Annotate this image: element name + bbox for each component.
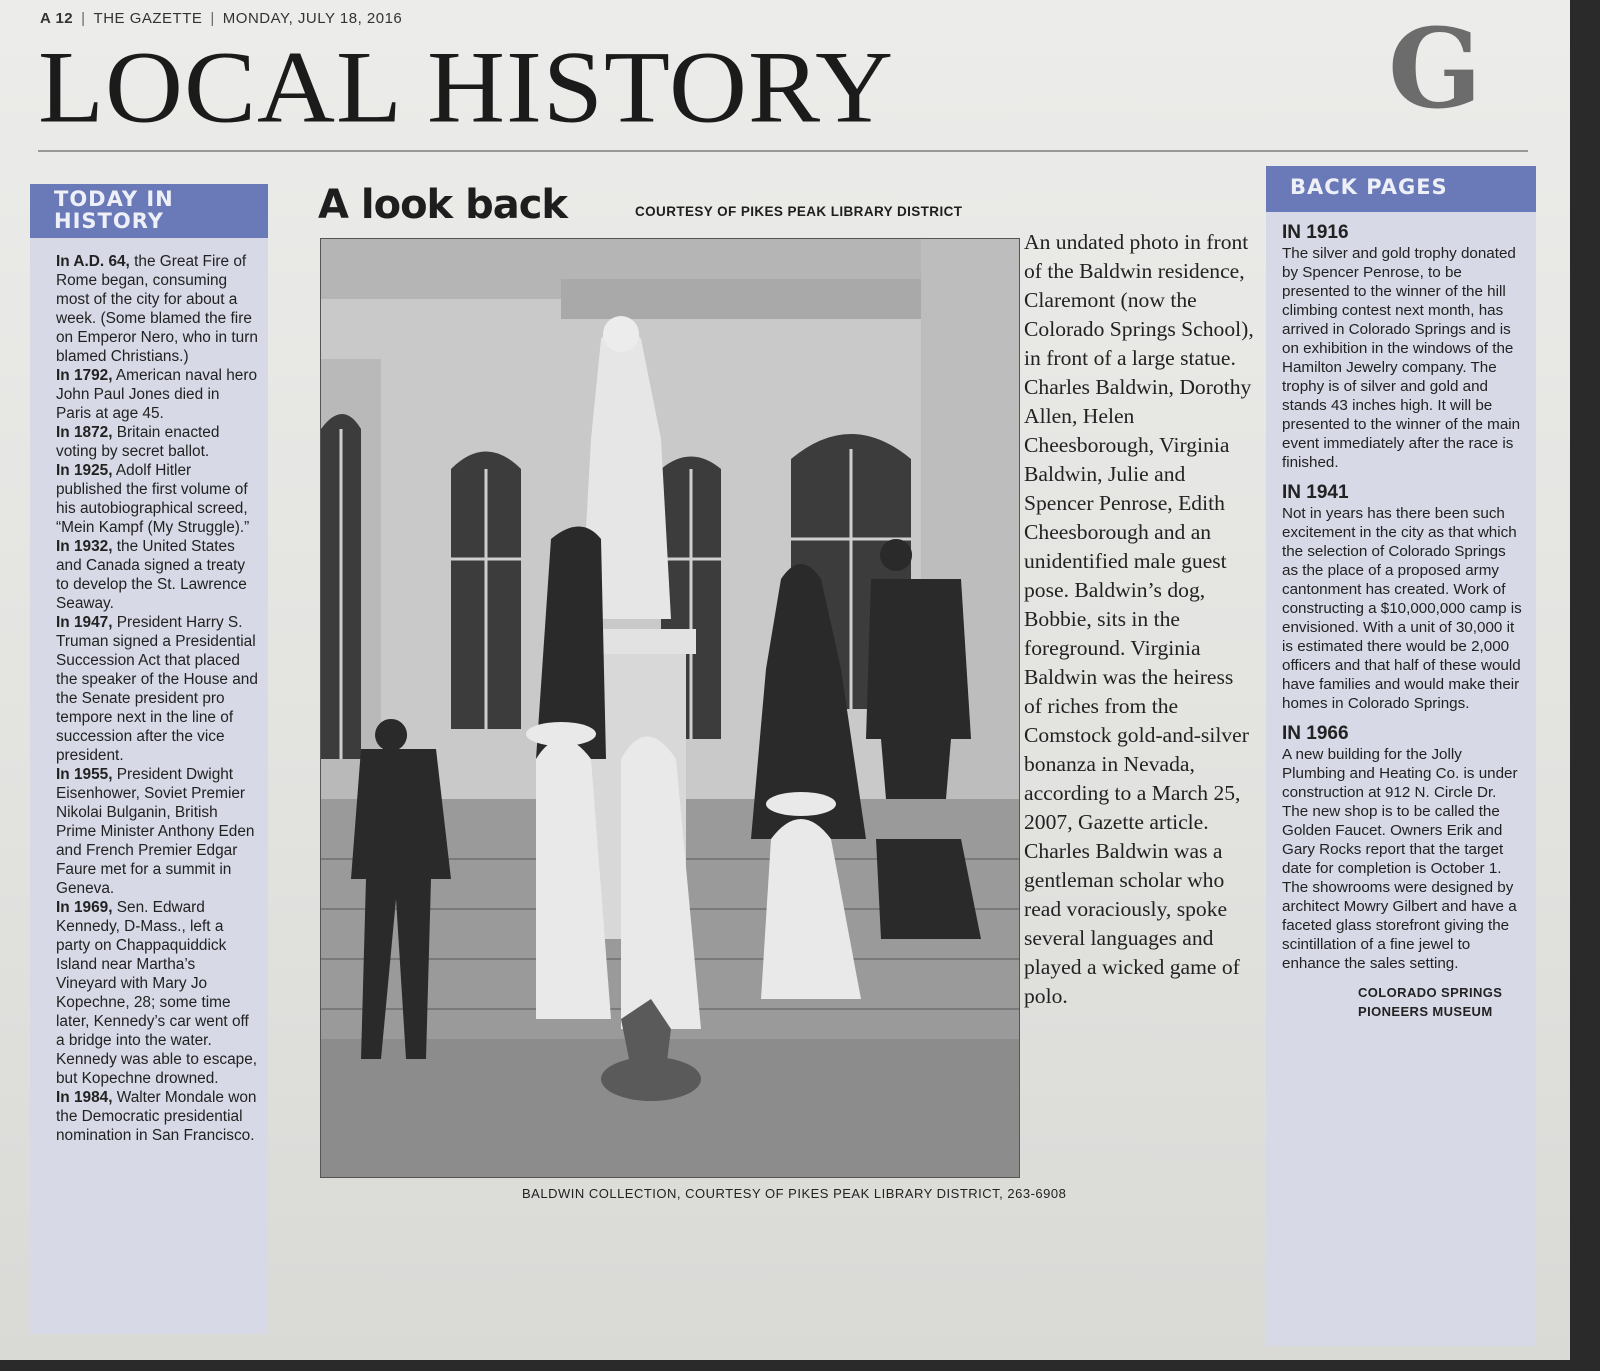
back-pages-credit: COLORADO SPRINGS PIONEERS MUSEUM	[1358, 985, 1503, 1019]
history-entry: In 1792, American naval hero John Paul Jones died in Paris at age 45.	[56, 367, 258, 422]
back-pages-column	[1266, 166, 1536, 1346]
history-entry: In 1872, Britain enacted voting by secret ballot.	[56, 424, 220, 460]
back-pages-text	[1266, 212, 1536, 1021]
historical-photo	[320, 238, 1020, 1178]
today-in-history-header-line2: HISTORY	[54, 209, 164, 234]
history-entry: In 1925, Adolf Hitler published the first volume of his autobiographical screed, “Mein Kampf (My Struggle).”	[56, 462, 250, 536]
history-entry: In 1947, President Harry S. Truman signed a Presidential Succession Act that placed the speaker of the House and the Senate president pro tempore next in the line of succession after the vice president.	[56, 614, 258, 764]
today-in-history-text	[30, 238, 268, 1145]
back-pages-year: IN 1941	[1282, 482, 1349, 503]
photo-caption: BALDWIN COLLECTION, COURTESY OF PIKES PEAK LIBRARY DISTRICT, 263-6908	[522, 1186, 1067, 1201]
back-pages-entry	[1282, 723, 1524, 973]
today-in-history-header	[30, 184, 268, 238]
feature-title: A look back	[318, 182, 568, 228]
issue-date: MONDAY, JULY 18, 2016	[222, 10, 403, 27]
history-entry: In 1969, Sen. Edward Kennedy, D-Mass., left a party on Chappaquiddick Island near Martha’s Vineyard with Mary Jo Kopechne, 28; some time later, Kennedy’s car went off a bridge into the water. Kennedy was able to escape, but Kopechne drowned.	[56, 899, 258, 1087]
today-in-history-column	[30, 184, 268, 1334]
history-entry: In 1955, President Dwight Eisenhower, Soviet Premier Nikolai Bulganin, British Prime Minister Anthony Eden and French Premier Edgar Faure met for a summit in Geneva.	[56, 766, 255, 897]
masthead: A 12 | THE GAZETTE | MONDAY, JULY 18, 2016	[40, 10, 403, 27]
section-title: LOCAL HISTORY	[38, 31, 895, 145]
back-pages-entry-text: A new building for the Jolly Plumbing and Heating Co. is under construction at 912 N. Circle Dr. The new shop is to be called the Golden Faucet. Owners Erik and Gary Rocks report that the target date for completion is October 1. The showrooms were designed by architect Mowry Gilbert and have a faceted glass storefront giving the scintillation of a fine jewel to enhance the sales setting.	[1282, 746, 1518, 972]
back-pages-entry-text: The silver and gold trophy donated by Spencer Penrose, to be presented to the winner of the hill climbing contest next month, has arrived in Colorado Springs and is on exhibition in the windows of the Hamilton Jewelry company. The trophy is of silver and gold and stands 43 inches high. It will be presented to the winner of the main event immediately after the race is finished.	[1282, 245, 1521, 471]
back-pages-year: IN 1916	[1282, 222, 1349, 243]
history-entry: In A.D. 64, the Great Fire of Rome began, consuming most of the city for about a week. (Some blamed the fire on Emperor Nero, who in turn blamed Christians.)	[56, 253, 258, 365]
today-in-history-header-line1: TODAY IN	[54, 187, 174, 211]
back-pages-entry	[1282, 482, 1524, 713]
history-entry: In 1932, the United States and Canada signed a treaty to develop the St. Lawrence Seaway.	[56, 538, 247, 612]
back-pages-header: BACK PAGES	[1266, 166, 1536, 212]
paper-name: THE GAZETTE	[93, 10, 203, 27]
gazette-g-logo-icon: G	[1388, 4, 1482, 133]
back-pages-entry	[1282, 222, 1524, 472]
history-entry: In 1984, Walter Mondale won the Democratic presidential nomination in San Francisco.	[56, 1089, 257, 1144]
feature-credit: COURTESY OF PIKES PEAK LIBRARY DISTRICT	[635, 204, 963, 219]
back-pages-year: IN 1966	[1282, 723, 1349, 744]
page-number: A 12	[40, 10, 74, 27]
section-divider	[38, 150, 1528, 152]
back-pages-entry-text: Not in years has there been such excitement in the city as that which the selection of Colorado Springs as the place of a proposed army cantonment has created. Work of constructing a $10,000,000 camp is envisioned. With a unit of 30,000 it is estimated there would be 2,000 officers and that half of these would have families and would make their homes in Colorado Springs.	[1282, 505, 1522, 712]
photo-illustration	[321, 239, 1020, 1178]
feature-body-text: An undated photo in front of the Baldwin residence, Claremont (now the Colorado Springs School), in front of a large statue. Charles Baldwin, Dorothy Allen, Helen Cheesborough, Virginia Baldwin, Julie and Spencer Penrose, Edith Cheesborough and an unidentified male guest pose. Baldwin’s dog, Bobbie, sits in the foreground. Virginia Baldwin was the heiress of riches from the Comstock gold-and-silver bonanza in Nevada, according to a March 25, 2007, Gazette article. Charles Baldwin was a gentleman scholar who read voraciously, spoke several languages and played a wicked game of polo.	[1024, 230, 1254, 1008]
